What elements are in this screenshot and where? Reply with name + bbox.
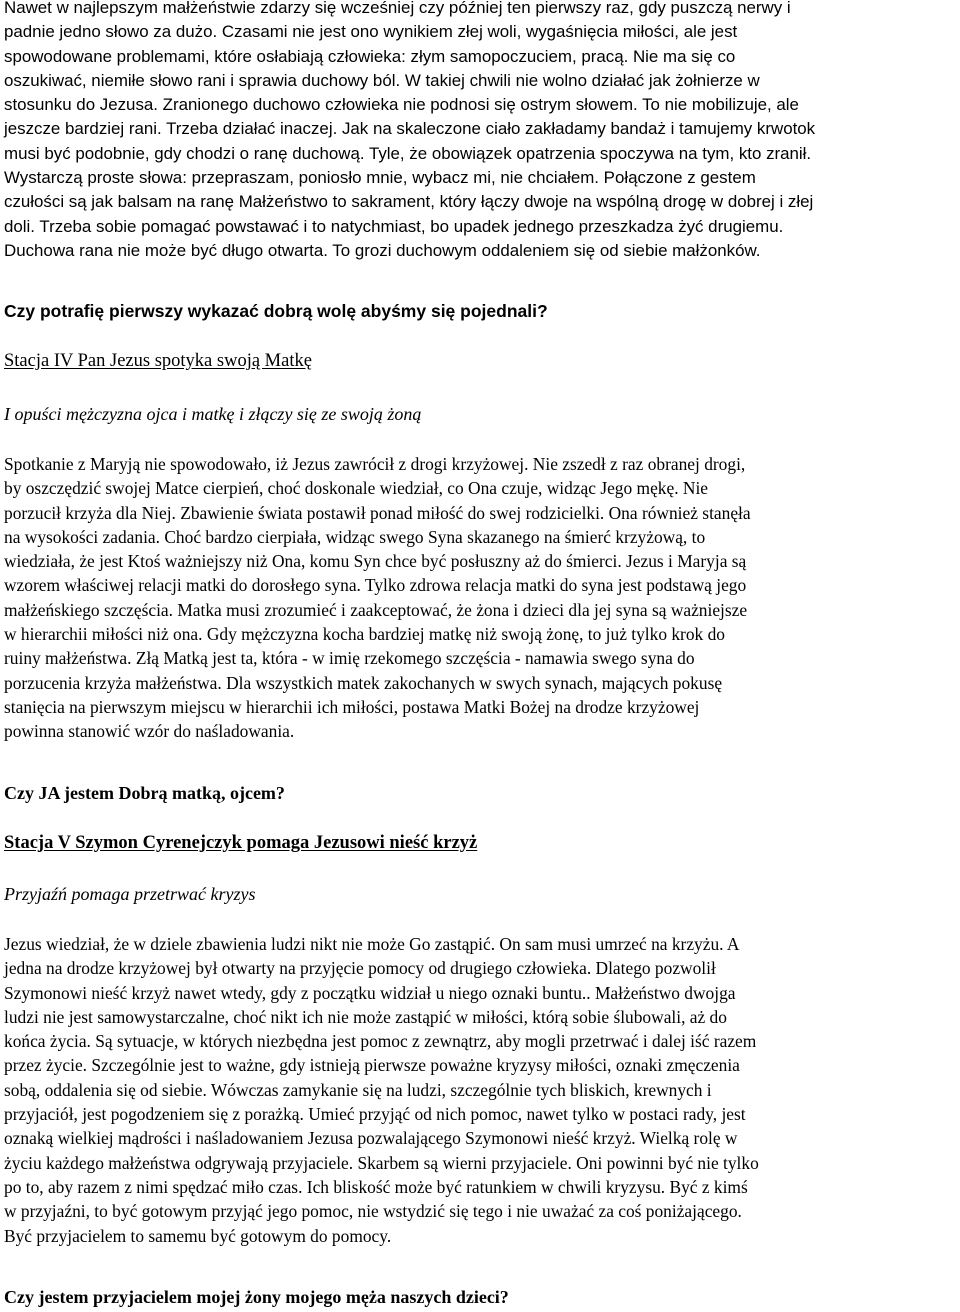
text-line: by oszczędzić swojej Matce cierpień, choć doskonale wiedział, co Ona czuje, widząc Jego mękę. Nie (4, 478, 709, 499)
text-line: porzucił krzyża dla Niej. Zbawienie świata postawił ponad miłość do swej rodzicielki. Ona również stanęła (4, 502, 751, 523)
text-line: po to, aby razem z nimi spędzać miło czas. Ich bliskość może być ratunkiem w chwili kryzysu. Być z kimś (4, 1176, 748, 1197)
text-line: oznaką wielkiej mądrości i naśladowaniem Jezusa pozwalającego Szymonowi nieść krzyż. Wielką rolę w (4, 1128, 738, 1149)
text-line: sobą, oddalenia się od siebie. Wówczas zamykanie się na ludzi, szczególnie tych bliskich, krewnych i (4, 1079, 712, 1100)
text-line: ludzi nie jest samowystarczalne, choć nikt ich nie może zastąpić w miłości, którą sobie ślubowali, aż do (4, 1006, 727, 1027)
text-line: porzucenia krzyża małżeństwa. Dla wszystkich matek zakochanych w swych synach, mających pokusę (4, 672, 723, 693)
text-line: doli. Trzeba sobie pomagać powstawać i to natychmiast, bo upadek jednego przeszkadza żyć drugiemu. (4, 216, 784, 236)
text-line: w hierarchii miłości niż ona. Gdy mężczyzna kocha bardziej matkę niż swoją żonę, to już tylko krok do (4, 624, 725, 645)
station-5-question: Czy jestem przyjacielem mojej żony mojego męża naszych dzieci? (4, 1287, 509, 1307)
station-4-question: Czy JA jestem Dobrą matką, ojcem? (4, 783, 285, 803)
station-5-heading: Stacja V Szymon Cyrenejczyk pomaga Jezusowi nieść krzyż (4, 833, 478, 853)
intro-paragraph (4, 0, 960, 263)
text-line: przyjaciół, jest pogodzeniem się z porażką. Umieć przyjąć od nich pomoc, nawet tylko w postaci rady, jest (4, 1104, 746, 1125)
text-line: przez życie. Szczególnie jest to ważne, gdy istnieją pierwsze poważne kryzysy miłości, oznaki zmęczenia (4, 1055, 740, 1076)
text-line: stanięcia na pierwszym miejscu w hierarchii ich miłości, postawa Matki Bożej na drodze krzyżowej (4, 696, 700, 717)
text-line: życiu każdego małżeństwa odgrywają przyjaciele. Skarbem są wierni przyjaciele. Oni powinni być nie tylko (4, 1152, 759, 1173)
text-line: wiedziała, że jest Ktoś ważniejszy niż Ona, komu Syn chce być posłuszny aż do śmierci. Jezus i Maryja są (4, 551, 747, 572)
text-line: jeszcze bardziej rani. Trzeba działać inaczej. Jak na skaleczone ciało zakładamy bandaż i tamujemy krwotok (4, 119, 816, 139)
station-4-paragraph (4, 452, 960, 744)
text-line: w przyjaźni, to być gotowym przyjąć jego pomoc, nie wstydzić się tego i nie uważać za coś poniżającego. (4, 1201, 742, 1222)
station-4-heading: Stacja IV Pan Jezus spotyka swoją Matkę (4, 351, 312, 371)
text-line: końca życia. Są sytuacje, w których niezbędna jest pomoc z zewnątrz, aby mogli przetrwać i dalej iść razem (4, 1031, 757, 1052)
text-line: Wystarczą proste słowa: przepraszam, poniosło mnie, wybacz mi, nie chciałem. Połączone z gestem (4, 168, 756, 188)
station-5-paragraph (4, 932, 960, 1248)
text-line: Być przyjacielem to samemu być gotowym do pomocy. (4, 1225, 392, 1246)
text-line: Jezus wiedział, że w dziele zbawienia ludzi nikt nie może Go zastąpić. On sam musi umrzeć na krzyżu. A (4, 934, 740, 954)
text-line: na wysokości zadania. Choć bardzo cierpiała, widząc swego Syna skazanego na śmierć krzyżową, to (4, 526, 706, 547)
text-line: oszukiwać, niemiłe słowo rani i sprawia duchowy ból. W takiej chwili nie wolno działać jak żołnierze w (4, 70, 760, 90)
text-line: Szymonowi nieść krzyż nawet wtedy, gdy z początku widział u niego oznaki buntu.. Małżeństwo dwojga (4, 982, 736, 1003)
text-line: spowodowane problemami, które osłabiają człowieka: złym samopoczuciem, pracą. Nie ma się co (4, 46, 736, 66)
text-line: czułości są jak balsam na ranę Małżeństwo to sakrament, który łączy dwoje na wspólną drogę w dobrej i złej (4, 192, 814, 212)
text-line: jedna na drodze krzyżowej był otwarty na przyjęcie pomocy od drugiego człowieka. Dlatego pozwolił (4, 958, 716, 979)
text-line: Duchowa rana nie może być długo otwarta. To grozi duchowym oddaleniem się od siebie małżonków. (4, 240, 761, 260)
text-line: Spotkanie z Maryją nie spowodowało, iż Jezus zawrócił z drogi krzyżowej. Nie zszedł z raz obranej drogi, (4, 454, 746, 474)
text-line: ruiny małżeństwa. Złą Matką jest ta, która - w imię rzekomego szczęścia - namawia swego syna do (4, 648, 695, 669)
text-line: Nawet w najlepszym małżeństwie zdarzy się wcześniej czy później ten pierwszy raz, gdy puszczą nerwy i (4, 0, 791, 17)
text-line: stosunku do Jezusa. Zranionego duchowo człowieka nie podnosi się ostrym słowem. To nie mobilizuje, ale (4, 95, 799, 115)
text-line: powinna stanowić wzór do naśladowania. (4, 721, 295, 742)
station-5-subtitle: Przyjaźń pomaga przetrwać kryzys (4, 884, 256, 904)
text-line: wzorem właściwej relacji matki do dorosłego syna. Tylko zdrowa relacja matki do syna jest podstawą jego (4, 575, 747, 596)
text-line: małżeńskiego szczęścia. Matka musi zrozumieć i zaakceptować, że żona i dzieci dla jej syna są ważniejsze (4, 599, 748, 620)
station-4-subtitle: I opuści mężczyzna ojca i matkę i złączy się ze swoją żoną (4, 404, 422, 424)
intro-question: Czy potrafię pierwszy wykazać dobrą wolę abyśmy się pojednali? (4, 301, 548, 321)
text-line: padnie jedno słowo za dużo. Czasami nie jest ono wynikiem złej woli, wygaśnięcia miłości, ale jest (4, 22, 738, 42)
text-line: musi być podobnie, gdy chodzi o ranę duchową. Tyle, że obowiązek opatrzenia spoczywa na tym, kto zranił. (4, 143, 812, 163)
